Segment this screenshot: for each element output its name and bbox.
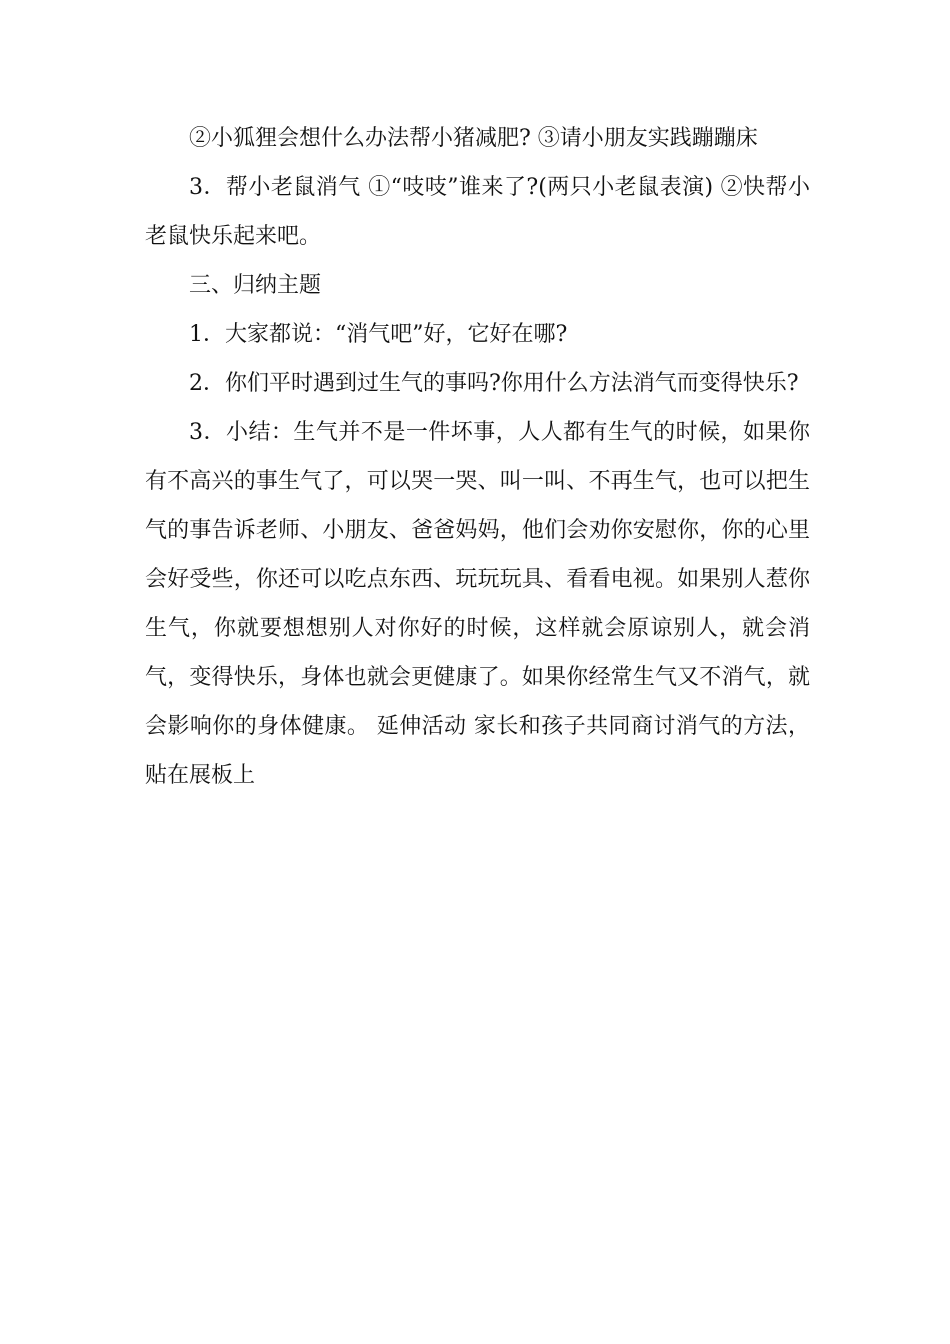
paragraph-conclusion: 3．小结：生气并不是一件坏事，人人都有生气的时候，如果你有不高兴的事生气了，可以哭一哭、叫一叫、不再生气，也可以把生气的事告诉老师、小朋友、爸爸妈妈，他们会劝你安慰你，你的心里会好受些，你还可以吃点东西、玩玩玩具、看看电视。如果别人惹你生气，你就要想想别人对你好的时候，这样就会原谅别人，就会消气，变得快乐，身体也就会更健康了。如果你经常生气又不消气，就会影响你的身体健康。 延伸活动 家长和孩子共同商讨消气的方法，贴在展板上 [145, 420, 810, 788]
paragraph-question-2: 2．你们平时遇到过生气的事吗?你用什么方法消气而变得快乐? [189, 371, 799, 396]
paragraph-help-mouse: 3．帮小老鼠消气 ①“吱吱”谁来了?(两只小老鼠表演) ②快帮小老鼠快乐起来吧。 [145, 175, 810, 249]
paragraph-fox-question: ②小狐狸会想什么办法帮小猪减肥? ③请小朋友实践蹦蹦床 [189, 126, 758, 151]
paragraph-question-1: 1．大家都说：“消气吧”好，它好在哪? [189, 322, 568, 347]
document-body [145, 114, 810, 800]
section-heading-summary: 三、归纳主题 [189, 273, 322, 298]
